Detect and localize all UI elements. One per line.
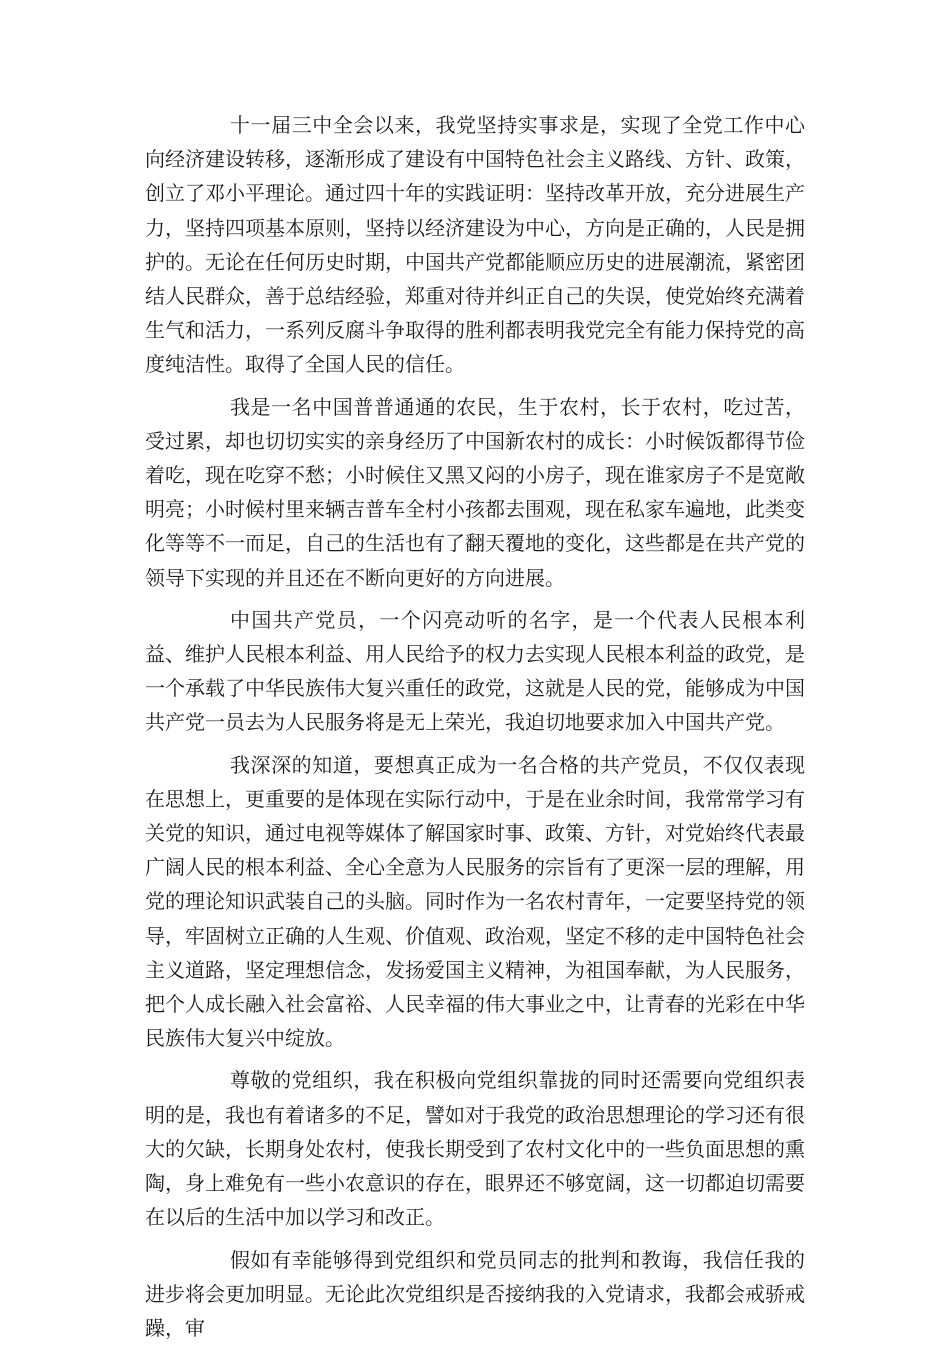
paragraph-6: 假如有幸能够得到党组织和党员同志的批判和教诲，我信任我的进步将会更加明显。无论此次党组织是否接纳我的入党请求，我都会戒骄戒躁，审 xyxy=(145,1247,805,1340)
paragraph-2: 我是一名中国普普通通的农民，生于农村，长于农村，吃过苦，受过累，却也切切实实的亲身经历了中国新农村的成长：小时候饭都得节俭着吃，现在吃穿不愁；小时候住又黑又闷的小房子，现在谁家房子不是宽敞明亮；小时候村里来辆吉普车全村小孩都去围观，现在私家车遍地，此类变化等等不一而足，自己的生活也有了翻天覆地的变化，这些都是在共产党的领导下实现的并且还在不断向更好的方向进展。 xyxy=(145,394,805,590)
paragraph-5: 尊敬的党组织，我在积极向党组织靠拢的同时还需要向党组织表明的是，我也有着诸多的不足，譬如对于我党的政治思想理论的学习还有很大的欠缺，长期身处农村，使我长期受到了农村文化中的一些负面思想的熏陶，身上难免有一些小农意识的存在，眼界还不够宽阔，这一切都迫切需要在以后的生活中加以学习和改正。 xyxy=(145,1068,805,1230)
paragraph-3: 中国共产党员，一个闪亮动听的名字，是一个代表人民根本利益、维护人民根本利益、用人民给予的权力去实现人民根本利益的政党，是一个承载了中华民族伟大复兴重任的政党，这就是人民的党，能够成为中国共产党一员去为人民服务将是无上荣光，我迫切地要求加入中国共产党。 xyxy=(145,607,805,735)
paragraph-1: 十一届三中全会以来，我党坚持实事求是，实现了全党工作中心向经济建设转移，逐渐形成了建设有中国特色社会主义路线、方针、政策，创立了邓小平理论。通过四十年的实践证明：坚持改革开放，充分进展生产力，坚持四项基本原则，坚持以经济建设为中心，方向是正确的，人民是拥护的。无论在任何历史时期，中国共产党都能顺应历史的进展潮流，紧密团结人民群众，善于总结经验，郑重对待并纠正自己的失误，使党始终充满着生气和活力，一系列反腐斗争取得的胜利都表明我党完全有能力保持党的高度纯洁性。取得了全国人民的信任。 xyxy=(145,113,805,377)
paragraph-4: 我深深的知道，要想真正成为一名合格的共产党员，不仅仅表现在思想上，更重要的是体现在实际行动中，于是在业余时间，我常常学习有关党的知识，通过电视等媒体了解国家时事、政策、方针，对党始终代表最广阔人民的根本利益、全心全意为人民服务的宗旨有了更深一层的理解，用党的理论知识武装自己的头脑。同时作为一名农村青年，一定要坚持党的领导，牢固树立正确的人生观、价值观、政治观，坚定不移的走中国特色社会主义道路，坚定理想信念，发扬爱国主义精神，为祖国奉献，为人民服务，把个人成长融入社会富裕、人民幸福的伟大事业之中，让青春的光彩在中华民族伟大复兴中绽放。 xyxy=(145,752,805,1051)
document-body xyxy=(145,108,805,1353)
